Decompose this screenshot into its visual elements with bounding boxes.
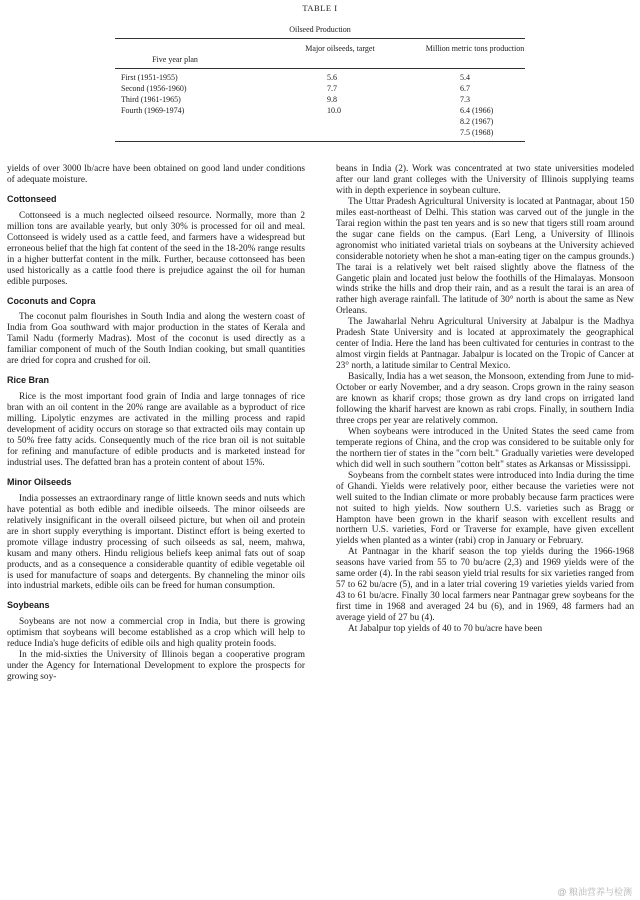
table-top-rule	[115, 38, 525, 39]
paragraph: At Pantnagar in the kharif season the top yields during the 1966-1968 seasons have varied from 55 to 70 bu/acre (2,3) and 1969 yields were of the same order (4). In the rabi season yield trial results for six varieties ranged from 57 to 62 bu/acre (5), and in a later trial covering 19 varieties yields varied from 43 to 61 bu/acre. Finally 30 local farmers near Pantnagar grew soybeans for the first time in 1968 and averaged 24 bu (6), and in 1969, 48 farmers had an average yield of 27 bu (4).	[336, 547, 634, 624]
paragraph: The Jawaharlal Nehru Agricultural University at Jabalpur is the Madhya Pradesh State University and is located at approximately the geographical center of India. Here the land has been cultivated for centuries in contrast to the almost virgin fields at Pantnagar. Jabalpur is located on the Tropic of Cancer at 23° north, a latitude similar to Central Mexico.	[336, 317, 634, 372]
row-target: 7.7	[327, 84, 337, 93]
row-production: 6.7	[460, 84, 470, 93]
row-target: 9.8	[327, 95, 337, 104]
paragraph: The coconut palm flourishes in South India and along the western coast of India from Goa southward with major production in the states of Kerala and Tamil Nadu (formerly Madras). Most of the coconut is used directly as a familiar component of much of the South Indian cooking, but small quantities are dried for copra and crushed for oil.	[7, 312, 305, 367]
header-target: Major oilseeds, target	[305, 44, 375, 53]
section-heading: Rice Bran	[7, 375, 50, 386]
paragraph: The Uttar Pradesh Agricultural University is located at Pantnagar, about 150 miles east-northeast of Delhi. This station was carved out of the jungle in the Tarai region within the past ten years and is so new that tigers still roam around the sugar cane fields on the campus. (Earl Leng, a University of Illinois agronomist who initiated varietal trials on soybeans at the University achieved considerable notoriety when he shot a man-eating tiger on the campus grounds.) The tarai is a relatively wet belt raised slightly above the flatness of the Gangetic plain and located just below the foothills of the Himalayas. Monsoon winds strike the hills and drop their rain, and as a result the tarai is an area of rather high average rainfall. The latitude of 30° north is about the same as New Orleans.	[336, 196, 634, 317]
header-production: Million metric tons production	[425, 44, 525, 53]
row-production: 5.4	[460, 73, 470, 82]
row-plan: First (1951-1955)	[121, 73, 178, 82]
right-column	[336, 164, 634, 635]
paragraph: In the mid-sixties the University of Illinois began a cooperative program under the Agency for International Development to explore the prospects for growing soy-	[7, 650, 305, 683]
paragraph: India possesses an extraordinary range of little known seeds and nuts which have potential as both edible and inedible oilseeds. The minor oilseeds are relatively insignificant in the overall oilseed picture, but when oil and protein are in short supply everything is important. Distinct effort is being exerted to promote village industry processing of such oilseeds as sal, neem, mahwa, kusam and many others. Hindu religious beliefs keep animal fats out of soap products, and as a consequence a considerable quantity of edible vegetable oil is used for manufacture of soaps and detergents. By channeling the minor oils into industrial markets, edible oils can be freed for human consumption.	[7, 493, 305, 592]
paragraph: yields of over 3000 lb/acre have been obtained on good land under conditions of adequate moisture.	[7, 164, 305, 185]
row-target: 5.6	[327, 73, 337, 82]
paragraph: Soybeans from the cornbelt states were introduced into India during the time of Ghandi. Yields were relatively poor, either because the varieties were not well suited to the Indian climate or more probably because farm practices were not suited to high yields. Now southern U.S. varieties such as Bragg or Hampton have been grown in the kharif season with excellent results and northern U.S. varieties, Ford or Traverse for example, have given excellent yields when planted as a winter (rabi) crop in January or February.	[336, 470, 634, 547]
row-plan: Second (1956-1960)	[121, 84, 187, 93]
section-heading: Cottonseed	[7, 193, 57, 204]
paragraph: Rice is the most important food grain of India and large tonnages of rice bran with an oil content in the 20% range are available as a byproduct of rice milling. Lipolytic enzymes are activated in the milling process and rapid development of acidity occurs on storage so that extracted oils may contain up to 50% free fatty acids. Consequently much of the rice bran oil is not suitable for refining and manufacture of edible products and is marketed instead for industrial uses. The defatted bran has a protein content of about 15%.	[7, 392, 305, 468]
section-heading: Coconuts and Copra	[7, 295, 96, 306]
paragraph: Basically, India has a wet season, the Monsoon, extending from June to mid-October or early November, and a dry season. Crops grown in the rainy season are known as kharif crops; those grown as dry land crops on irrigated land following the kharif harvest are known as rabi crops. Finally, in southern India three crops per year are relatively common.	[336, 372, 634, 426]
table-header-rule	[115, 68, 525, 69]
table-label: TABLE I	[302, 3, 338, 13]
section-heading: Soybeans	[7, 600, 50, 611]
table-bottom-rule	[115, 141, 525, 142]
paragraph: Cottonseed is a much neglected oilseed resource. Normally, more than 2 million tons are available yearly, but only 30% is processed for oil and meal. Cottonseed is widely used as a cattle feed, and farmers have a widespread but erroneous belief that the high fat content of the seed in the 18-20% range results in a higher butterfat content in the milk. Further, because cottonseed has been used historically as a cattle food there is prejudice against the oil for human edible purposes.	[7, 210, 305, 287]
row-plan: Third (1961-1965)	[121, 95, 181, 104]
paragraph: At Jabalpur top yields of 40 to 70 bu/acre have been	[348, 624, 543, 635]
row-production: 8.2 (1967)	[460, 117, 494, 126]
header-plan: Five year plan	[152, 55, 198, 64]
row-plan: Fourth (1969-1974)	[121, 106, 185, 115]
section-heading: Minor Oilseeds	[7, 476, 72, 487]
table-caption: Oilseed Production	[289, 25, 351, 34]
paragraph: When soybeans were introduced in the United States the seed came from temperate regions of China, and the crop was considered to be suitable only for the northern tier of states in the "corn belt." Gradually varieties were developed which did well in such southern "cotton belt" states as Arkansas or Mississippi.	[336, 426, 634, 470]
row-production: 7.3	[460, 95, 470, 104]
row-production: 6.4 (1966)	[460, 106, 494, 115]
paragraph: beans in India (2). Work was concentrated at two state universities modeled after our land grant colleges with the University of Illinois supplying teams with in depth experience in soybean culture.	[336, 164, 634, 196]
row-target: 10.0	[327, 106, 341, 115]
paragraph: Soybeans are not now a commercial crop in India, but there is growing optimism that soybeans will become established as a crop which will help to reduce India's huge deficits of edible oils and high quality protein foods.	[7, 617, 305, 650]
left-column	[7, 164, 305, 683]
watermark-text: @ 粮油营养与检测	[557, 887, 632, 897]
row-production: 7.5 (1968)	[460, 128, 494, 137]
